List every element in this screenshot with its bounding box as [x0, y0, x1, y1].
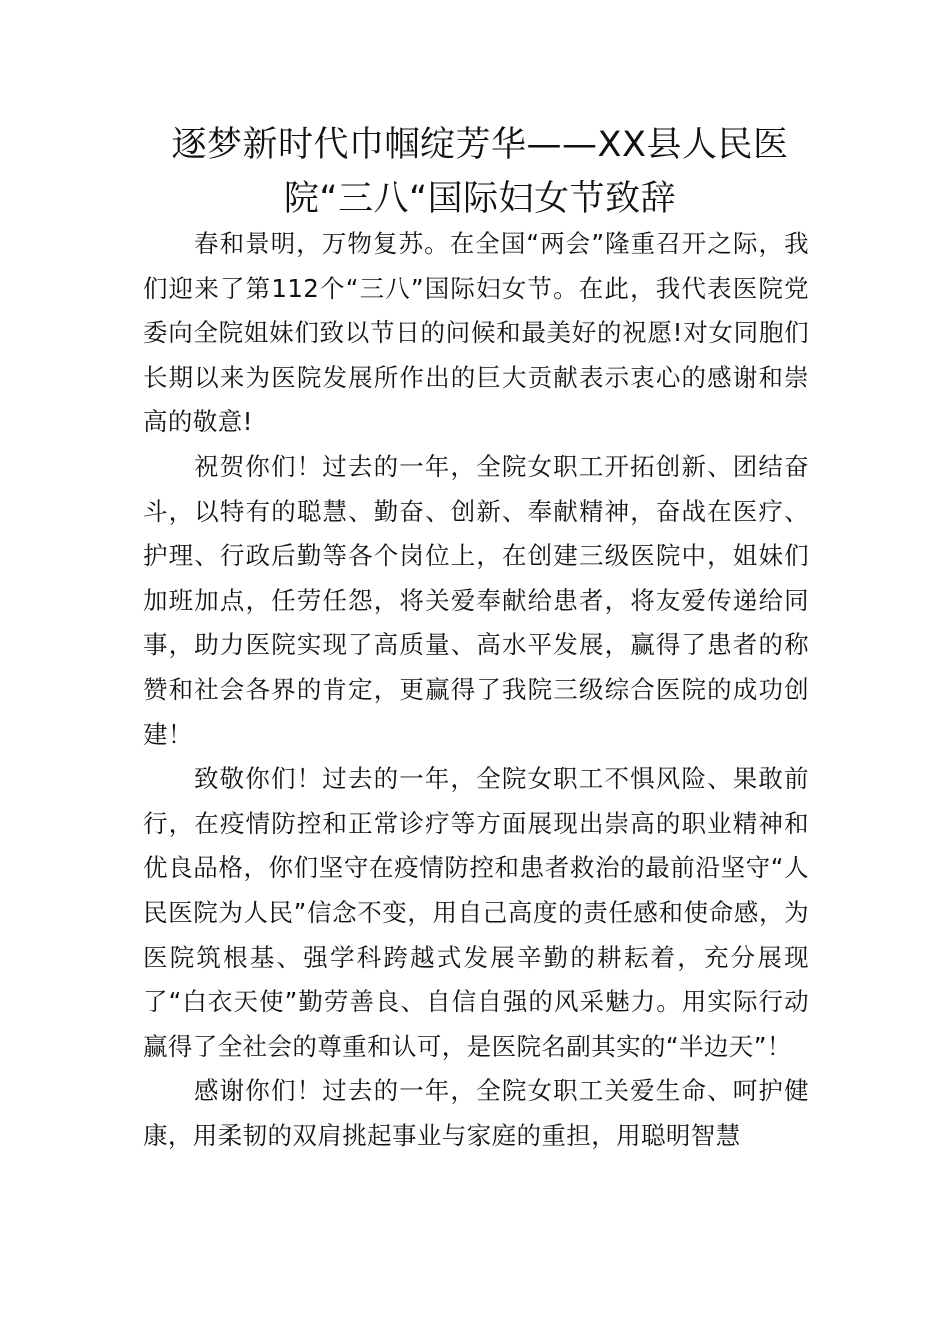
document-title: 逐梦新时代巾帼绽芳华——XX县人民医院“三八“国际妇女节致辞 — [171, 125, 789, 219]
paragraph-salute: 致敬你们！过去的一年，全院女职工不惧风险、果敢前行，在疫情防控和正常诊疗等方面展现出崇高的职业精神和优良品格，你们坚守在疫情防控和患者救治的最前沿坚守“人民医院为人民”信念不变，用自己高度的责任感和使命感，为医院筑根基、强学科跨越式发展辛勤的耕耘着，充分展现了“白衣天使”勤劳善良、自信自强的风采魅力。用实际行动赢得了全社会的尊重和认可，是医院名副其实的“半边天”！ — [143, 764, 809, 1061]
document-body — [143, 222, 809, 1158]
paragraph-spring-greeting: 春和景明，万物复苏。在全国“两会”隆重召开之际，我们迎来了第112个“三八”国际妇女节。在此，我代表医院党委向全院姐妹们致以节日的问候和最美好的祝愿!对女同胞们长期以来为医院发展所作出的巨大贡献表示衷心的感谢和崇高的敬意! — [143, 229, 809, 437]
paragraph-congratulations: 祝贺你们！过去的一年，全院女职工开拓创新、团结奋斗，以特有的聪慧、勤奋、创新、奉献精神，奋战在医疗、护理、行政后勤等各个岗位上，在创建三级医院中，姐妹们加班加点，任劳任怨，将关爱奉献给患者，将友爱传递给同事，助力医院实现了高质量、高水平发展，赢得了患者的称赞和社会各界的肯定，更赢得了我院三级综合医院的成功创建！ — [143, 451, 809, 749]
paragraph-thanks: 感谢你们！过去的一年，全院女职工关爱生命、呵护健康，用柔韧的双肩挑起事业与家庭的重担，用聪明智慧 — [143, 1076, 809, 1150]
